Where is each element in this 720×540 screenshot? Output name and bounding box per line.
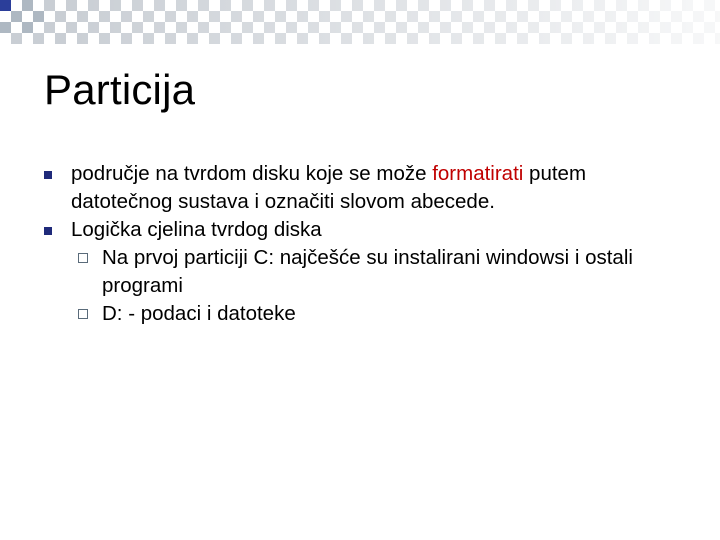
sub-item-2 bbox=[78, 300, 684, 328]
bullet-2-text: Logička cjelina tvrdog diska bbox=[71, 218, 322, 241]
bullet-item-1 bbox=[44, 160, 684, 216]
square-bullet-icon bbox=[44, 171, 52, 179]
hollow-square-bullet-icon bbox=[78, 253, 88, 263]
bullet-item-2 bbox=[44, 216, 684, 244]
hollow-square-bullet-icon bbox=[78, 309, 88, 319]
bullet-1-text-after: putem datotečnog sustava i označiti slovom abecede. bbox=[71, 162, 587, 213]
sub-item-2-text: D: - podaci i datoteke bbox=[102, 302, 296, 325]
square-bullet-icon bbox=[44, 227, 52, 235]
bullet-list bbox=[44, 160, 684, 328]
sub-list bbox=[78, 244, 684, 328]
slide-title: Particija bbox=[44, 66, 196, 113]
bullet-1-text-before: područje na tvrdom disku koje se može bbox=[71, 162, 433, 185]
sub-item-1-text: Na prvoj particiji C: najčešće su instalirani windowsi i ostali programi bbox=[102, 246, 633, 297]
decorative-checker-band bbox=[0, 0, 720, 44]
sub-item-1 bbox=[78, 244, 684, 300]
bullet-1-highlight: formatirati bbox=[432, 162, 524, 185]
